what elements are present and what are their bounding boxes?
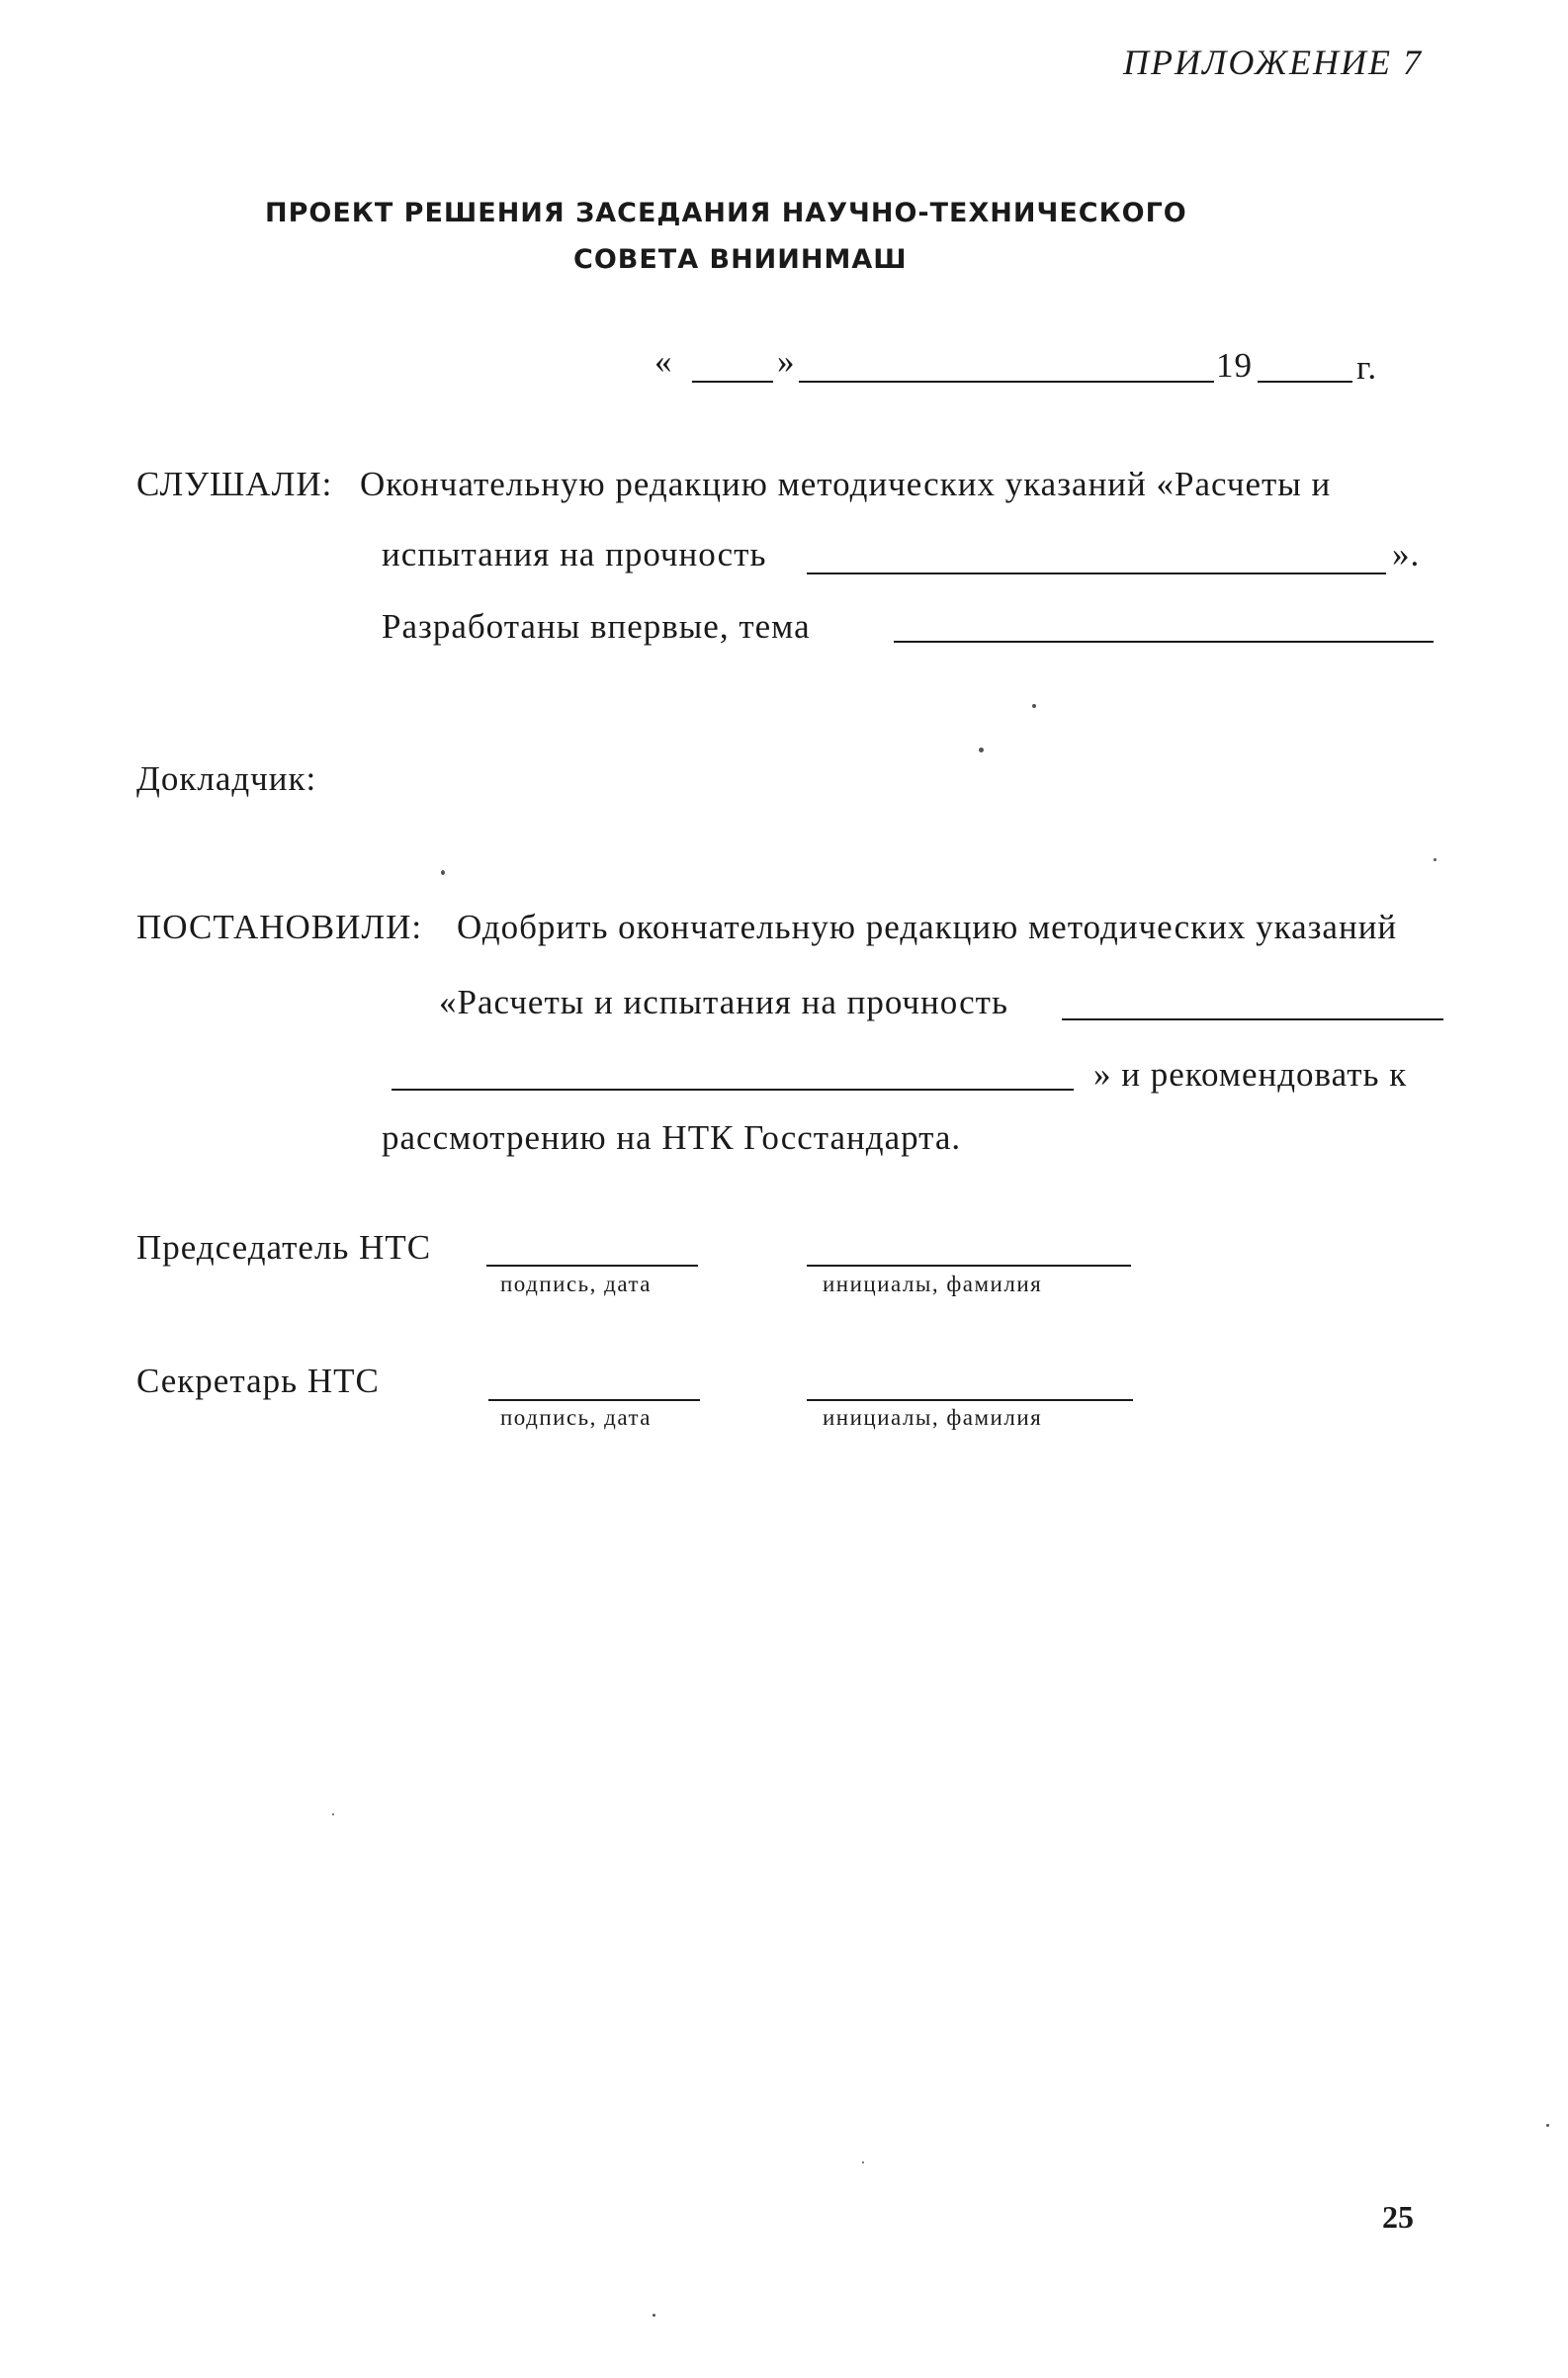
heard-line2-end: ».: [1392, 535, 1421, 573]
speaker-label: Докладчик:: [136, 759, 317, 798]
resolved-label: ПОСТАНОВИЛИ:: [136, 908, 423, 946]
chairman-name-caption: инициалы, фамилия: [823, 1272, 1043, 1296]
date-quote-close: »: [777, 342, 796, 381]
secretary-signature-field[interactable]: [488, 1399, 700, 1401]
resolved-line2: «Расчеты и испытания на прочность: [439, 983, 1008, 1021]
document-title-line2: СОВЕТА ВНИИНМАШ: [573, 244, 908, 275]
document-title-line1: ПРОЕКТ РЕШЕНИЯ ЗАСЕДАНИЯ НАУЧНО-ТЕХНИЧЕСКОГО: [265, 198, 1187, 228]
resolved-line3-end: » и рекомендовать к: [1093, 1055, 1408, 1094]
page-number: 25: [1382, 2199, 1414, 2235]
chairman-signature-field[interactable]: [486, 1265, 698, 1267]
resolved-strength-field[interactable]: [1062, 1018, 1443, 1020]
resolved-line1: Одобрить окончательную редакцию методических указаний: [457, 908, 1398, 946]
date-quote-open: «: [654, 342, 673, 381]
secretary-name-field[interactable]: [807, 1399, 1133, 1401]
date-month-field[interactable]: [799, 381, 1214, 383]
secretary-signature-caption: подпись, дата: [500, 1405, 653, 1430]
heard-line1: Окончательную редакцию методических указаний «Расчеты и: [360, 465, 1332, 503]
heard-line3: Разработаны впервые, тема: [382, 607, 811, 646]
heard-topic-field[interactable]: [894, 641, 1434, 643]
heard-strength-field[interactable]: [807, 572, 1386, 574]
heard-line2: испытания на прочность: [382, 535, 767, 573]
secretary-name-caption: инициалы, фамилия: [823, 1405, 1043, 1430]
secretary-label: Секретарь НТС: [136, 1362, 380, 1400]
resolved-line4: рассмотрению на НТК Госстандарта.: [382, 1118, 962, 1157]
date-year-prefix: 19: [1216, 346, 1253, 385]
heard-label: СЛУШАЛИ:: [136, 465, 333, 503]
appendix-label: ПРИЛОЖЕНИЕ 7: [1123, 43, 1423, 82]
chairman-label: Председатель НТС: [136, 1228, 432, 1267]
date-day-field[interactable]: [692, 381, 773, 383]
resolved-strength-field-continued[interactable]: [392, 1089, 1074, 1091]
chairman-signature-caption: подпись, дата: [500, 1272, 653, 1296]
chairman-name-field[interactable]: [807, 1265, 1131, 1267]
date-year-suffix: г.: [1356, 348, 1378, 387]
date-year-field[interactable]: [1258, 381, 1352, 383]
